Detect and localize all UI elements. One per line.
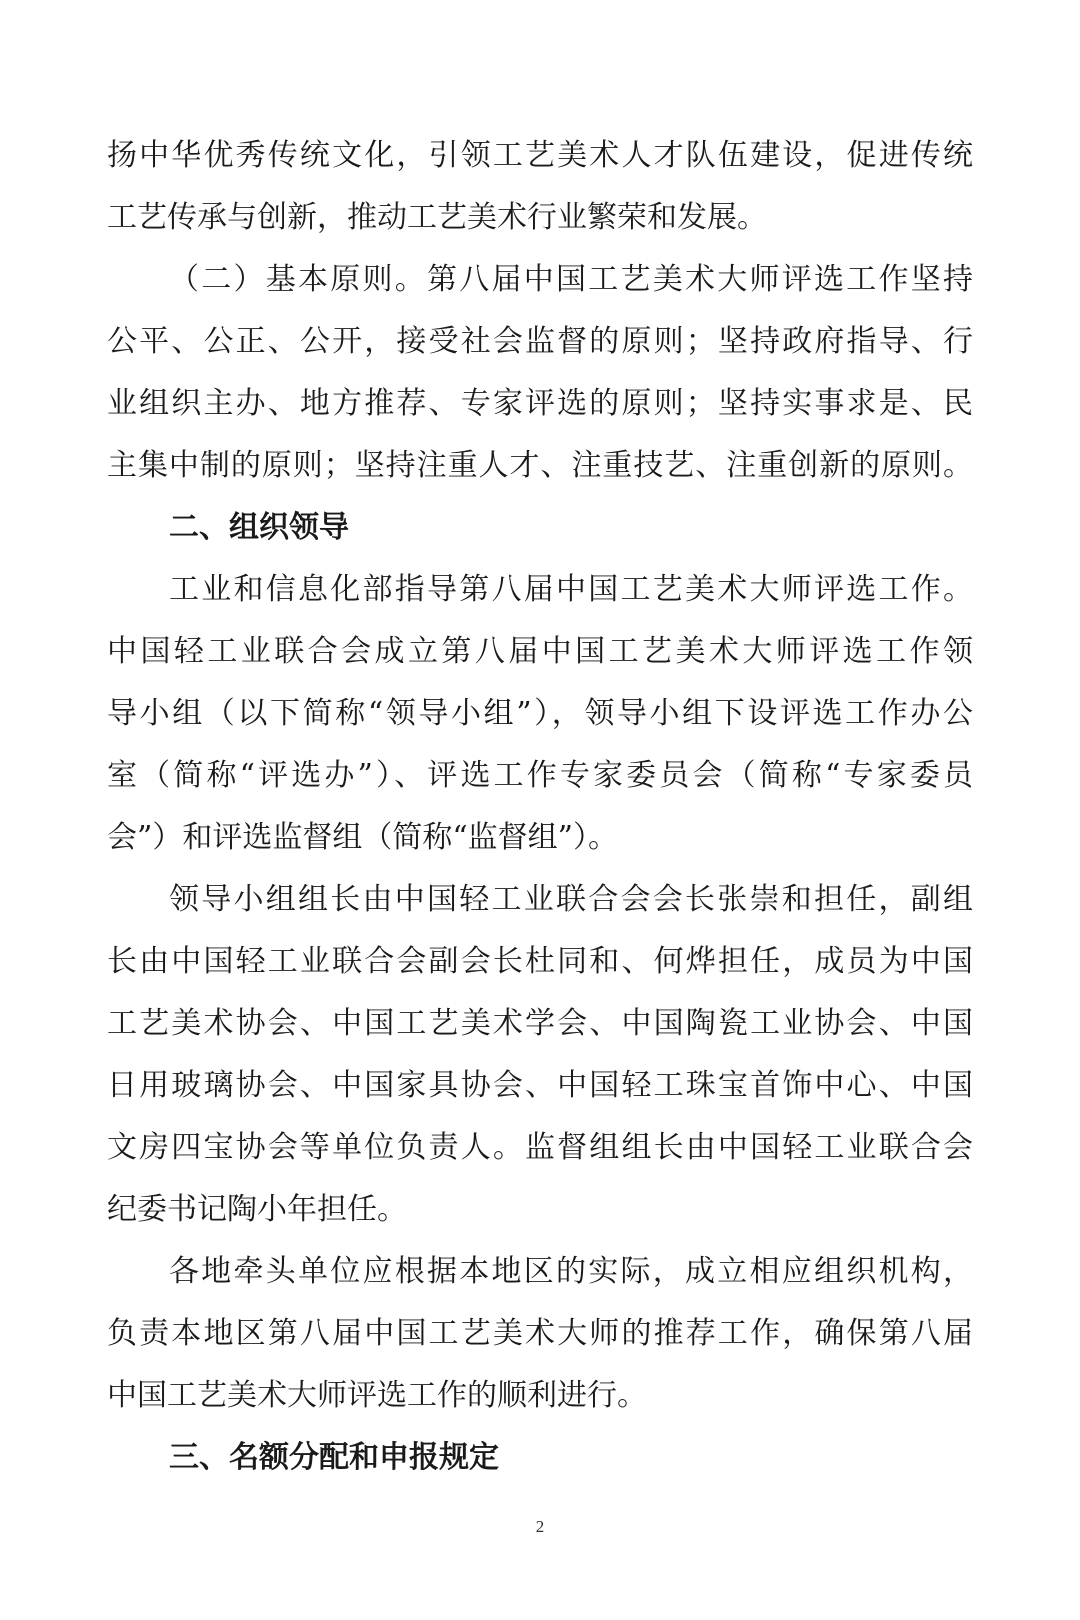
- paragraph-line: 各地牵头单位应根据本地区的实际，成立相应组织机构，: [169, 1254, 973, 1289]
- paragraph-line: 领导小组组长由中国轻工业联合会会长张崇和担任，副组: [169, 882, 973, 917]
- paragraph-line: 工艺美术协会、中国工艺美术学会、中国陶瓷工业协会、中国: [107, 1006, 973, 1041]
- paragraph-line: （二）基本原则。第八届中国工艺美术大师评选工作坚持: [169, 262, 973, 297]
- section-heading: 三、名额分配和申报规定: [169, 1440, 499, 1475]
- paragraph-line: 工业和信息化部指导第八届中国工艺美术大师评选工作。: [169, 572, 973, 607]
- paragraph-line: 文房四宝协会等单位负责人。监督组组长由中国轻工业联合会: [107, 1130, 973, 1165]
- paragraph-line: 主集中制的原则；坚持注重人才、注重技艺、注重创新的原则。: [107, 448, 973, 483]
- paragraph-line: 公平、公正、公开，接受社会监督的原则；坚持政府指导、行: [107, 324, 973, 359]
- page-number: 2: [535, 1517, 545, 1536]
- paragraph-line: 负责本地区第八届中国工艺美术大师的推荐工作，确保第八届: [107, 1316, 973, 1351]
- paragraph-line: 中国工艺美术大师评选工作的顺利进行。: [107, 1378, 647, 1413]
- section-heading: 二、组织领导: [169, 510, 349, 545]
- paragraph-line: 扬中华优秀传统文化，引领工艺美术人才队伍建设，促进传统: [107, 138, 973, 173]
- paragraph-line: 中国轻工业联合会成立第八届中国工艺美术大师评选工作领: [107, 634, 973, 669]
- paragraph-line: 室（简称“评选办”）、评选工作专家委员会（简称“专家委员: [107, 758, 973, 793]
- paragraph-line: 会”）和评选监督组（简称“监督组”）。: [107, 820, 619, 855]
- paragraph-line: 工艺传承与创新，推动工艺美术行业繁荣和发展。: [107, 200, 767, 235]
- paragraph-line: 日用玻璃协会、中国家具协会、中国轻工珠宝首饰中心、中国: [107, 1068, 973, 1103]
- paragraph-line: 导小组（以下简称“领导小组”），领导小组下设评选工作办公: [107, 696, 973, 731]
- paragraph-line: 纪委书记陶小年担任。: [107, 1192, 407, 1227]
- paragraph-line: 业组织主办、地方推荐、专家评选的原则；坚持实事求是、民: [107, 386, 973, 421]
- paragraph-line: 长由中国轻工业联合会副会长杜同和、何烨担任，成员为中国: [107, 944, 973, 979]
